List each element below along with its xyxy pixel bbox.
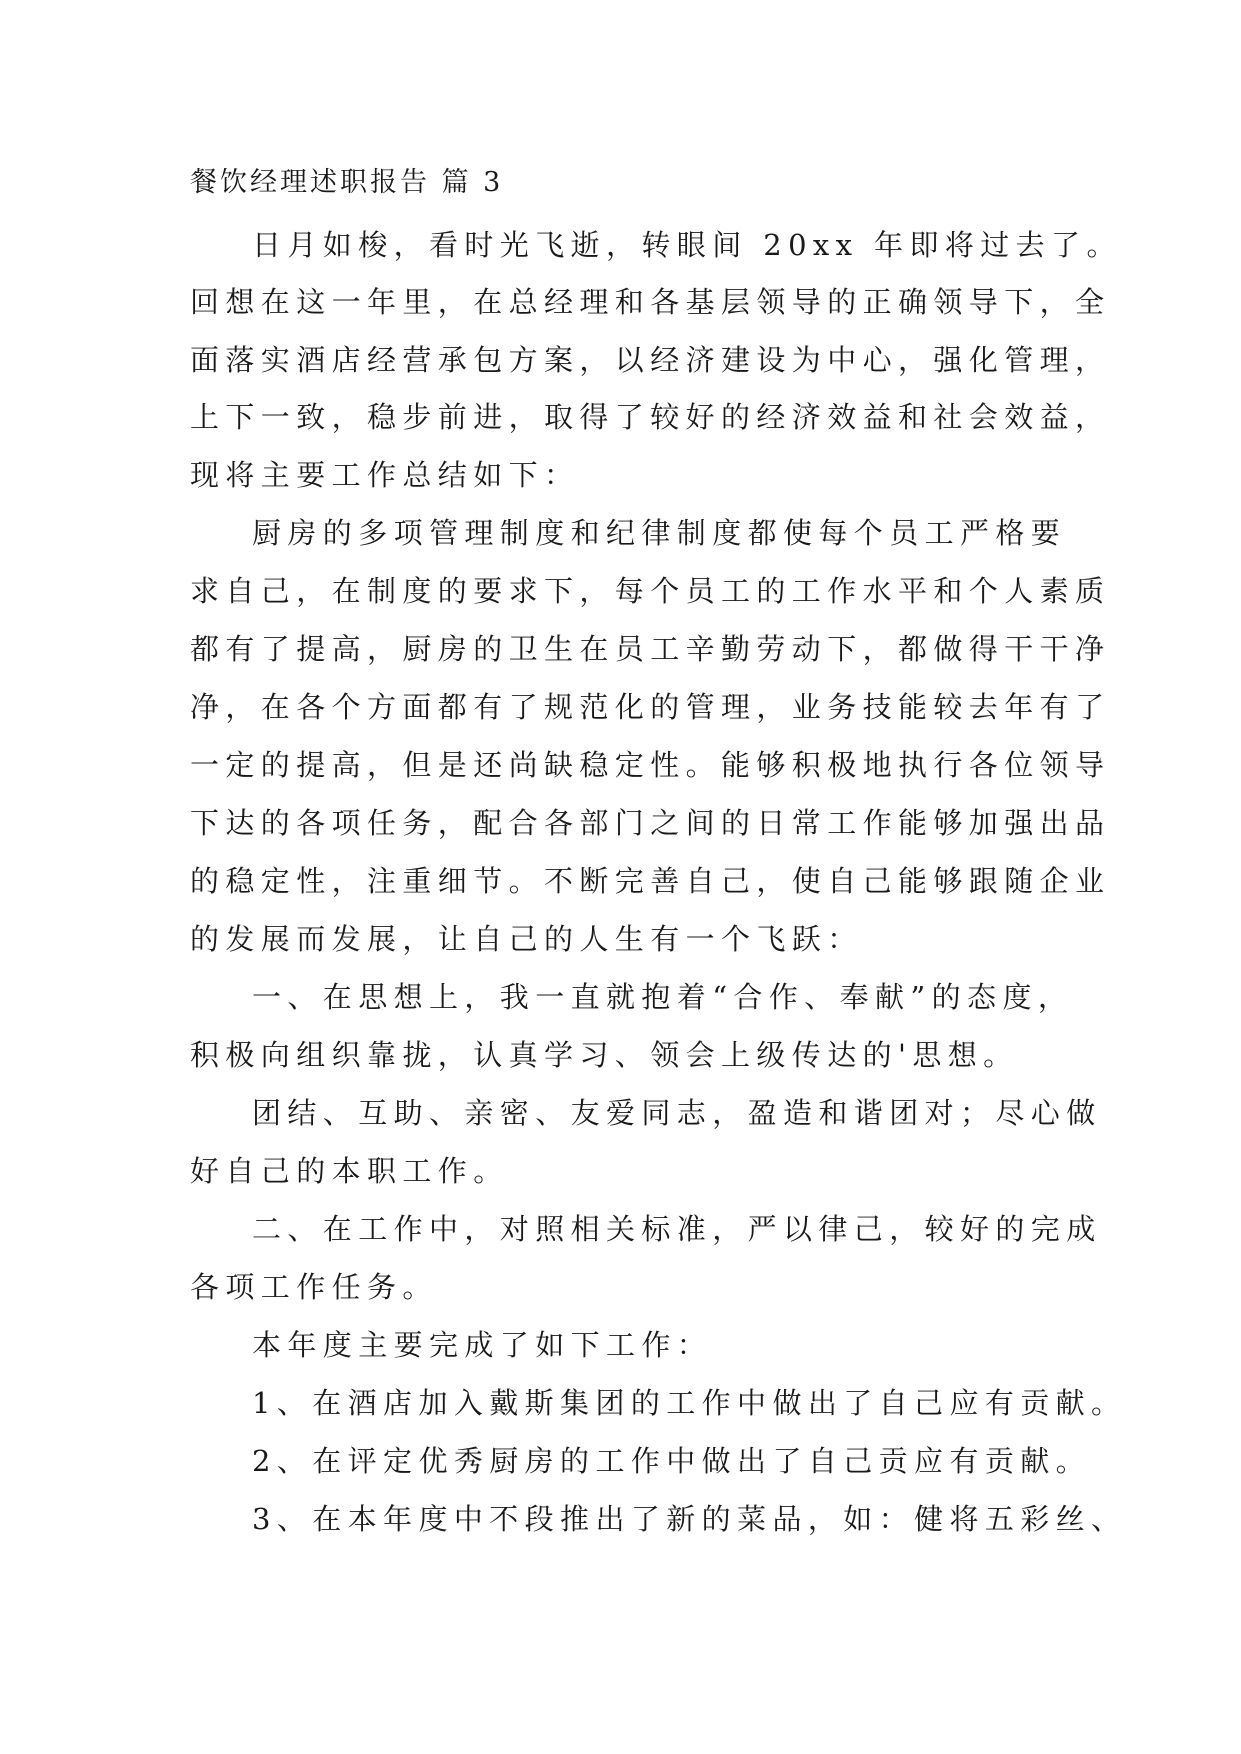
paragraph-line: 上下一致，稳步前进，取得了较好的经济效益和社会效益，	[190, 400, 1111, 434]
paragraph-line: 现将主要工作总结如下：	[190, 458, 580, 492]
paragraph-line: 面落实酒店经营承包方案，以经济建设为中心，强化管理，	[190, 343, 1111, 377]
paragraph-line: 都有了提高，厨房的卫生在员工辛勤劳动下，都做得干干净	[190, 632, 1111, 666]
list-item: 1、在酒店加入戴斯集团的工作中做出了自己应有贡献。	[252, 1386, 1127, 1420]
list-item: 2、在评定优秀厨房的工作中做出了自己贡应有贡献。	[252, 1444, 1092, 1478]
paragraph-line: 一、在思想上，我一直就抱着“合作、奉献”的态度，	[252, 980, 1074, 1014]
paragraph-line: 好自己的本职工作。	[190, 1154, 509, 1188]
paragraph-line: 的发展而发展，让自己的人生有一个飞跃：	[190, 922, 863, 956]
paragraph-line: 净，在各个方面都有了规范化的管理，业务技能较去年有了	[190, 690, 1111, 724]
paragraph-line: 一定的提高，但是还尚缺稳定性。能够积极地执行各位领导	[190, 748, 1111, 782]
paragraph-line: 的稳定性，注重细节。不断完善自己，使自己能够跟随企业	[190, 864, 1111, 898]
paragraph-line: 本年度主要完成了如下工作：	[252, 1328, 713, 1362]
paragraph-line: 积极向组织靠拢，认真学习、领会上级传达的'思想。	[190, 1038, 1019, 1072]
paragraph-line: 求自己，在制度的要求下，每个员工的工作水平和个人素质	[190, 574, 1111, 608]
list-item: 3、在本年度中不段推出了新的菜品，如：健将五彩丝、	[252, 1502, 1127, 1536]
paragraph-line: 下达的各项任务，配合各部门之间的日常工作能够加强出品	[190, 806, 1111, 840]
paragraph-line: 各项工作任务。	[190, 1270, 438, 1304]
paragraph-line: 日月如梭，看时光飞逝，转眼间 20xx 年即将过去了。	[252, 228, 1122, 262]
paragraph-line: 厨房的多项管理制度和纪律制度都使每个员工严格要	[252, 516, 1067, 550]
paragraph-line: 二、在工作中，对照相关标准，严以律己，较好的完成	[252, 1212, 1102, 1246]
paragraph-line: 回想在这一年里，在总经理和各基层领导的正确领导下，全	[190, 285, 1111, 319]
document-title: 餐饮经理述职报告 篇 3	[190, 167, 504, 198]
paragraph-line: 团结、互助、亲密、友爱同志，盈造和谐团对；尽心做	[252, 1096, 1102, 1130]
